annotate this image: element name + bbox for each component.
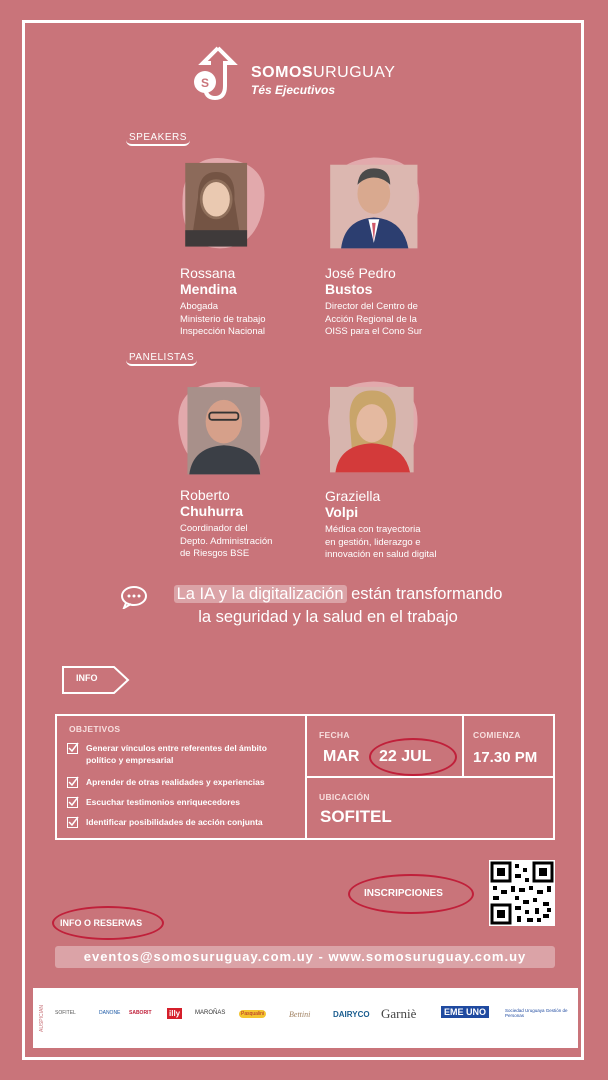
speakers-label: SPEAKERS (126, 132, 190, 146)
speaker-last-name: Mendina (180, 281, 237, 297)
panelist-desc-line: innovación en salud digital (325, 549, 437, 560)
checkbox-icon (67, 776, 79, 788)
ubicacion-caption: UBICACIÓN (319, 792, 370, 802)
sponsors-bar (33, 988, 578, 1048)
panelist-photo-roberto (164, 378, 280, 478)
panelist-desc-line: en gestión, liderazgo e (325, 536, 421, 548)
headline-line2: la seguridad y la salud en el trabajo (198, 608, 458, 626)
speaker-first-name: José Pedro (325, 265, 396, 281)
sponsor-logo: SABORIT (129, 1010, 152, 1016)
checkbox-icon (67, 816, 79, 828)
sponsor-logo: MAROÑAS (195, 1010, 226, 1016)
objetivos-caption: OBJETIVOS (69, 724, 121, 734)
panelist-desc-line: de Riesgos BSE (180, 548, 250, 559)
speaker-first-name: Rossana (180, 265, 236, 281)
sponsor-logo: illy (169, 1009, 181, 1018)
objective-text: Aprender de otras realidades y experiencias (86, 777, 265, 787)
sponsor-logo: DANONE (99, 1010, 121, 1016)
brand-name: SOMOSURUGUAY (251, 64, 396, 81)
panelist-first-name: Graziella (325, 488, 381, 504)
sponsor-logo: Bettini (289, 1010, 311, 1019)
speaker-rossana (180, 265, 266, 339)
panelist-desc-line: Depto. Administración (180, 535, 273, 547)
objective-text: Identificar posibilidades de acción conjunta (86, 817, 263, 827)
sponsor-logo: Pasqualini (241, 1011, 265, 1017)
speaker-photo-jose-pedro (314, 152, 430, 252)
panelistas-label: PANELISTAS (126, 352, 197, 366)
reservas-label: INFO O RESERVAS (60, 918, 143, 928)
fecha-date: 22 JUL (379, 748, 432, 765)
headline-highlight: La IA y la digitalización (174, 585, 347, 603)
speaker-desc-line: Inspección Nacional (180, 326, 266, 337)
objective-text: Generar vínculos entre referentes del ámbito político y empresarial (86, 743, 267, 765)
sponsor-logo: SOFITEL (55, 1010, 76, 1016)
sponsor-logo: Sociedad Uruguaya Gestión de Personas (505, 1008, 568, 1018)
headline (118, 583, 538, 629)
speaker-photo-rossana (160, 152, 276, 252)
qr-code-icon[interactable] (489, 860, 555, 926)
sponsors-label: AUSPICIAN (39, 1005, 45, 1032)
divider (305, 776, 553, 778)
info-label: INFO (76, 673, 98, 683)
brand-subtitle: Tés Ejecutivos (251, 83, 336, 97)
speaker-jose-pedro (325, 265, 422, 339)
objective-text: Escuchar testimonios enriquecedores (86, 797, 240, 807)
checkbox-icon (67, 796, 79, 808)
sponsor-logo: Garniè (381, 1006, 417, 1021)
fecha-caption: FECHA (319, 730, 350, 740)
speaker-desc-line: OISS para el Cono Sur (325, 326, 423, 337)
sponsor-logo: EME UNO (441, 1006, 489, 1018)
contact-bar[interactable]: eventos@somosuruguay.com.uy - www.somosuruguay.com.uy (55, 946, 555, 968)
panelist-last-name: Chuhurra (180, 503, 243, 519)
panelist-roberto (180, 487, 272, 561)
headline-text: están transformando (346, 585, 503, 603)
panelist-graziella (325, 488, 436, 562)
comienza-caption: COMIENZA (473, 730, 521, 740)
panelist-desc-line: Médica con trayectoria (325, 524, 421, 535)
somos-uruguay-logo-icon (193, 46, 243, 102)
comienza-time: 17.30 PM (473, 749, 538, 766)
divider (462, 716, 464, 776)
ubicacion-place: SOFITEL (320, 807, 392, 826)
panelist-last-name: Volpi (325, 504, 359, 520)
speaker-desc-line: Acción Regional de la (325, 313, 417, 325)
event-info-table (55, 714, 555, 840)
panelist-first-name: Roberto (180, 487, 230, 503)
fecha-day: MAR (323, 748, 360, 765)
speaker-desc-line: Director del Centro de (325, 301, 418, 312)
checkbox-icon (67, 742, 79, 754)
info-tag (62, 666, 130, 694)
speaker-desc-line: Abogada (180, 301, 219, 312)
panelist-desc-line: Coordinador del (180, 523, 248, 534)
panelist-photo-graziella (312, 376, 428, 476)
speaker-last-name: Bustos (325, 281, 373, 297)
inscripciones-link[interactable]: INSCRIPCIONES (364, 888, 443, 899)
speaker-desc-line: Ministerio de trabajo (180, 313, 266, 325)
svg-text:S: S (200, 76, 210, 90)
sponsor-logo: DAIRYCO (333, 1010, 370, 1019)
